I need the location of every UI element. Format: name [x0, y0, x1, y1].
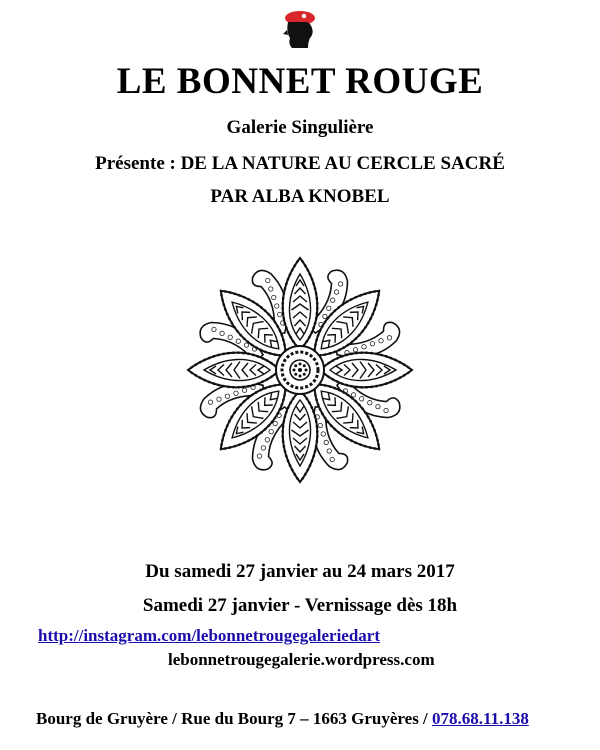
exhibition-title: Présente : DE LA NATURE AU CERCLE SACRÉ: [95, 153, 505, 174]
instagram-link[interactable]: http://instagram.com/lebonnetrougegaleriedart: [38, 626, 381, 645]
gallery-name: Galerie Singulière: [226, 117, 374, 138]
page-title: LE BONNET ROUGE: [116, 61, 484, 102]
vernissage-date: Samedi 27 janvier - Vernissage dès 18h: [142, 595, 458, 616]
phone-link[interactable]: 078.68.11.138: [432, 709, 529, 728]
red-bonnet-head-icon: [280, 8, 320, 52]
address-text: Bourg de Gruyère / Rue du Bourg 7 – 1663 Gruyères /: [36, 709, 433, 728]
address-line: [36, 709, 529, 729]
exhibition-dates: Du samedi 27 janvier au 24 mars 2017: [145, 561, 455, 582]
mandala-flower-icon: [180, 250, 420, 490]
blog-url: lebonnetrougegalerie.wordpress.com: [168, 650, 435, 669]
artist-name: PAR ALBA KNOBEL: [210, 186, 390, 207]
